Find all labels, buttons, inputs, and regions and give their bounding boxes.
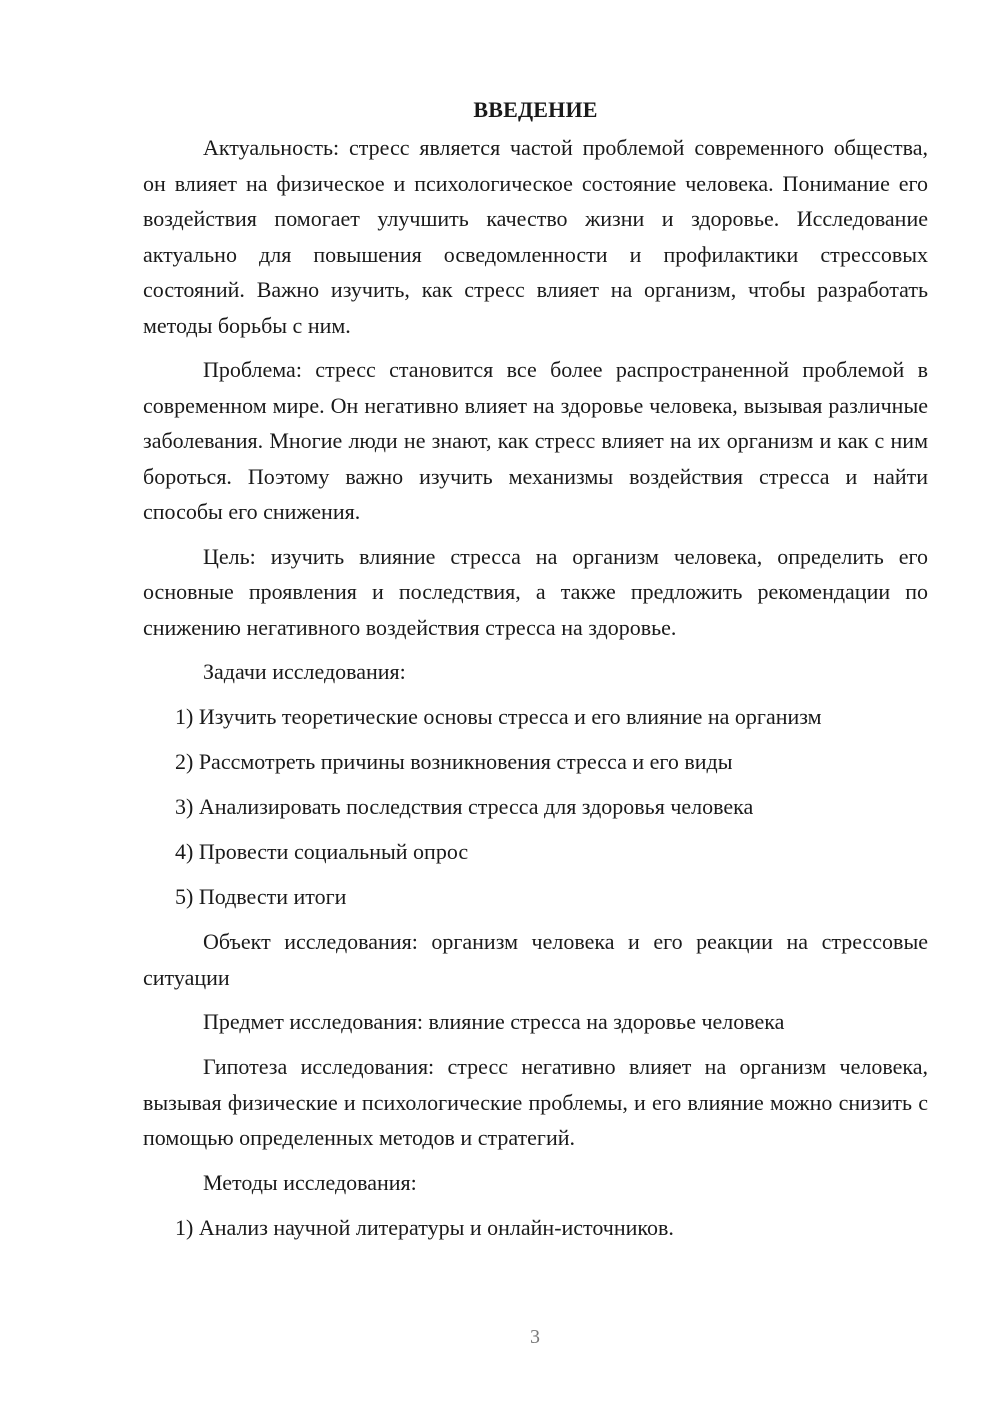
methods-heading: Методы исследования: xyxy=(203,1169,417,1195)
document-page xyxy=(143,92,928,1255)
goal-paragraph: Цель: изучить влияние стресса на организм человека, определить его основные проявления и последствия, а также предложить рекомендации по снижению негативного воздействия стресса на здоровье. xyxy=(143,543,928,640)
list-item: 3) Анализировать последствия стресса для здоровья человека xyxy=(175,794,754,819)
relevance-paragraph: Актуальность: стресс является частой проблемой современного общества, он влияет на физическое и психологическое состояние человека. Понимание его воздействия помогает улучшить качество жизни и здоровье. Исследование актуально для повышения осведомленности и профилактики стрессовых состояний. Важно изучить, как стресс влияет на организм, чтобы разработать методы борьбы с ним. xyxy=(143,135,928,338)
list-item: 4) Провести социальный опрос xyxy=(175,839,469,864)
document-title: ВВЕДЕНИЕ xyxy=(473,97,598,122)
tasks-heading: Задачи исследования: xyxy=(203,659,406,684)
subject-paragraph: Предмет исследования: влияние стресса на здоровье человека xyxy=(203,1009,785,1034)
page-number: 3 xyxy=(530,1326,540,1348)
object-paragraph: Объект исследования: организм человека и его реакции на стрессовые ситуации xyxy=(143,929,928,990)
list-item: 2) Рассмотреть причины возникновения стресса и его виды xyxy=(175,749,733,774)
list-item: 1) Изучить теоретические основы стресса и его влияние на организм xyxy=(175,704,822,729)
methods-list xyxy=(143,1210,928,1246)
problem-paragraph: Проблема: стресс становится все более распространенной проблемой в современном мире. Он негативно влияет на здоровье человека, вызывая различные заболевания. Многие люди не знают, как стресс влияет на их организм и как с ним бороться. Поэтому важно изучить механизмы воздействия стресса и найти способы его снижения. xyxy=(143,357,928,524)
hypothesis-paragraph: Гипотеза исследования: стресс негативно влияет на организм человека, вызывая физические и психологические проблемы, и его влияние можно снизить с помощью определенных методов и стратегий. xyxy=(143,1054,928,1150)
list-item: 5) Подвести итоги xyxy=(175,884,347,909)
list-item: 1) Анализ научной литературы и онлайн-источников. xyxy=(175,1214,674,1240)
tasks-list xyxy=(143,699,928,915)
